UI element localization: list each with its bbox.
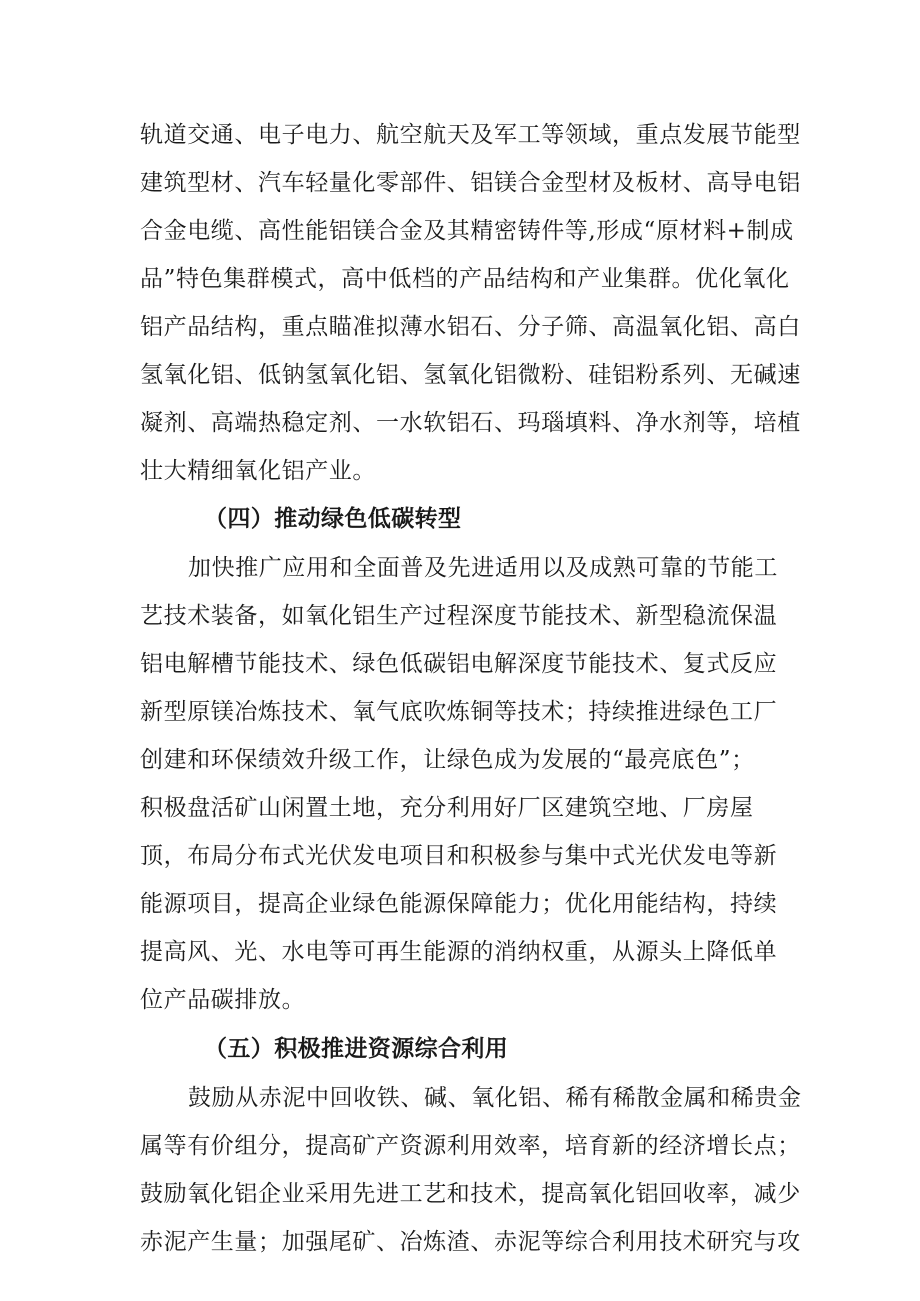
paragraph-1-line-6: 氢氧化铝、低钠氢氧化铝、氢氧化铝微粉、硅铝粉系列、无碱速 [140, 362, 801, 388]
paragraph-1-line-8: 壮大精细氧化铝产业。 [140, 458, 376, 484]
paragraph-2-line-10: 位产品碳排放。 [140, 987, 306, 1013]
section-heading-4: （四）推动绿色低碳转型 [204, 506, 462, 532]
paragraph-2-line-7: 顶，布局分布式光伏发电项目和积极参与集中式光伏发电等新 [140, 843, 778, 869]
paragraph-1-line-1: 轨道交通、电子电力、航空航天及军工等领域，重点发展节能型 [140, 122, 801, 148]
paragraph-2-line-1: 加快推广应用和全面普及先进适用以及成熟可靠的节能工 [188, 555, 778, 581]
paragraph-2-line-4: 新型原镁冶炼技术、氧气底吹炼铜等技术；持续推进绿色工厂 [140, 699, 778, 725]
paragraph-1-line-3: 合金电缆、高性能铝镁合金及其精密铸件等,形成“原材料+制成 [140, 218, 794, 244]
paragraph-2-line-3: 铝电解槽节能技术、绿色低碳铝电解深度节能技术、复式反应 [140, 651, 778, 677]
paragraph-2-line-8: 能源项目，提高企业绿色能源保障能力；优化用能结构，持续 [140, 891, 778, 917]
paragraph-1-line-7: 凝剂、高端热稳定剂、一水软铝石、玛瑙填料、净水剂等，培植 [140, 410, 801, 436]
paragraph-3-line-1: 鼓励从赤泥中回收铁、碱、氧化铝、稀有稀散金属和稀贵金 [188, 1085, 802, 1111]
paragraph-3-line-4: 赤泥产生量；加强尾矿、冶炼渣、赤泥等综合利用技术研究与攻 [140, 1229, 801, 1255]
paragraph-2-line-6: 积极盘活矿山闲置土地，充分利用好厂区建筑空地、厂房屋 [140, 795, 754, 821]
paragraph-2-line-2: 艺技术装备，如氧化铝生产过程深度节能技术、新型稳流保温 [140, 603, 778, 629]
paragraph-2-line-9: 提高风、光、水电等可再生能源的消纳权重，从源头上降低单 [140, 939, 778, 965]
paragraph-1-line-2: 建筑型材、汽车轻量化零部件、铝镁合金型材及板材、高导电铝 [140, 170, 801, 196]
section-heading-5: （五）积极推进资源综合利用 [204, 1036, 509, 1062]
paragraph-1-line-4: 品”特色集群模式，高中低档的产品结构和产业集群。优化氧化 [140, 266, 790, 292]
paragraph-3-line-3: 鼓励氧化铝企业采用先进工艺和技术，提高氧化铝回收率，减少 [140, 1181, 801, 1207]
paragraph-3-line-2: 属等有价组分，提高矿产资源利用效率，培育新的经济增长点； [140, 1133, 801, 1159]
paragraph-1-line-5: 铝产品结构，重点瞄准拟薄水铝石、分子筛、高温氧化铝、高白 [140, 314, 801, 340]
paragraph-2-line-5: 创建和环保绩效升级工作，让绿色成为发展的“最亮底色”； [140, 747, 755, 773]
